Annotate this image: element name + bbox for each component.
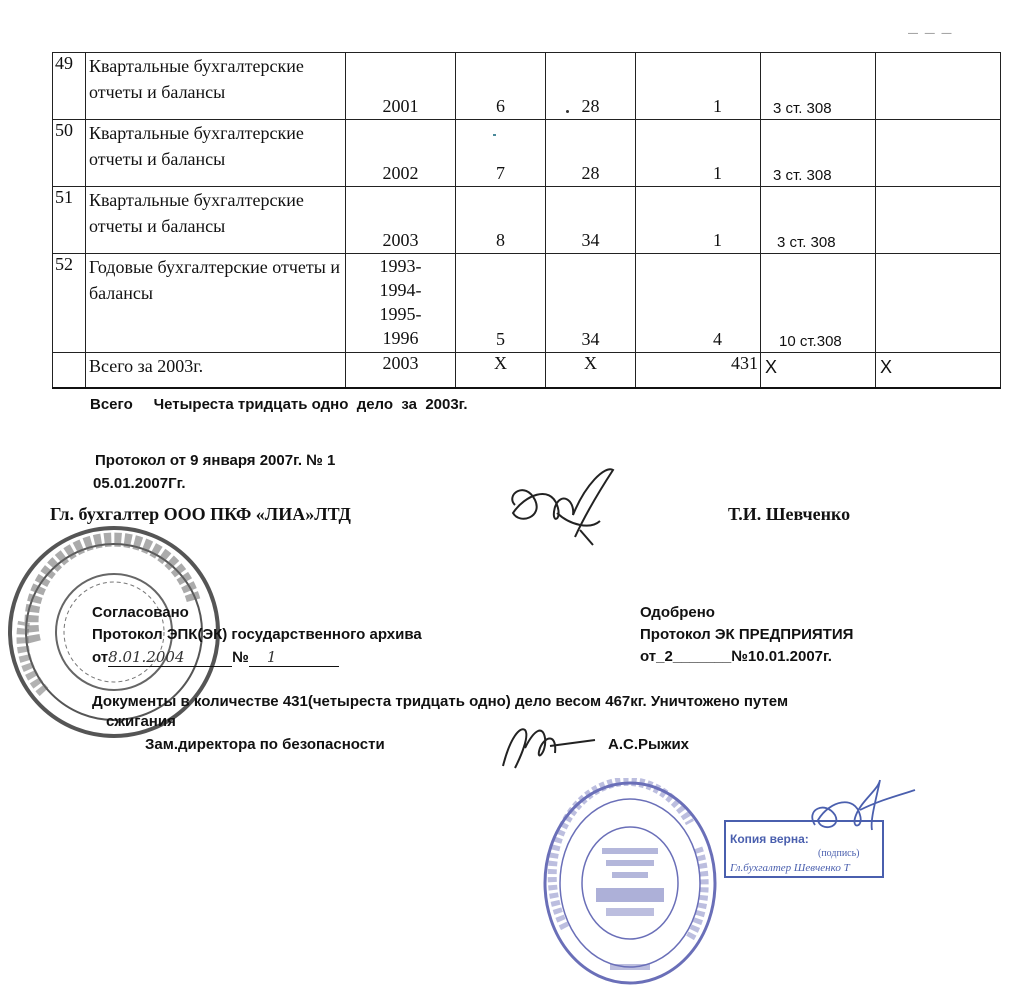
row-number: 51	[53, 187, 86, 254]
row-to-cell	[546, 187, 636, 254]
row-to-number: 28	[581, 96, 600, 116]
row-cases-cell	[636, 120, 761, 187]
row-from-cell	[456, 53, 546, 120]
row-year: 2002	[382, 163, 419, 183]
row-from-cell	[456, 187, 546, 254]
copy-stamp-label: Копия верна:	[730, 832, 809, 846]
accountant-name: Т.И. Шевченко	[728, 504, 851, 524]
total-from: X	[456, 353, 546, 389]
row-title: Квартальные бухгалтерские отчеты и балансы	[86, 120, 346, 187]
row-to-number: 34	[581, 230, 600, 250]
destruction-method: сжигания	[106, 713, 176, 730]
row-from-cell	[456, 120, 546, 187]
row-year: 1994-	[379, 280, 422, 300]
total-label: Всего за 2003г.	[86, 353, 346, 389]
row-number: 50	[53, 120, 86, 187]
row-to-cell	[546, 254, 636, 353]
row-year: 1993-	[379, 256, 422, 276]
ink-speck	[493, 134, 496, 136]
total-cases: 431	[636, 353, 761, 389]
destruction-statement: Документы в количестве 431(четыреста тридцать одно) дело весом 467кг. Уничтожено путем	[92, 693, 789, 710]
row-to-number: 34	[581, 329, 600, 349]
row-to-number: 28	[581, 163, 600, 183]
total-extra: X	[876, 353, 1001, 389]
row-from-number: 7	[496, 163, 505, 183]
row-ref-cell	[761, 187, 876, 254]
row-year: 1995-	[379, 304, 422, 324]
approved-protocol: Протокол ЭК ПРЕДПРИЯТИЯ	[640, 626, 854, 643]
row-to-cell	[546, 53, 636, 120]
total-number-cell	[53, 353, 86, 389]
row-cases: 4	[713, 329, 722, 349]
row-cases-cell	[636, 53, 761, 120]
row-ref: 3 ст. 308	[773, 100, 832, 117]
table-row	[53, 187, 1001, 254]
protocol-date: 05.01.2007Гг.	[93, 475, 186, 492]
row-cases: 1	[713, 96, 722, 116]
row-note-cell	[876, 53, 1001, 120]
row-note-cell	[876, 120, 1001, 187]
row-number: 49	[53, 53, 86, 120]
row-to-cell	[546, 120, 636, 187]
row-year-cell	[346, 120, 456, 187]
agreed-num-label: №	[232, 649, 249, 666]
agreed-from-value: 8.01.2004	[108, 648, 232, 667]
protocol-line: Протокол от 9 января 2007г. № 1	[95, 452, 336, 469]
row-title: Годовые бухгалтерские отчеты и балансы	[86, 254, 346, 353]
register-table	[52, 52, 1001, 389]
row-ref: 3 ст. 308	[773, 167, 832, 184]
row-ref-cell	[761, 53, 876, 120]
row-from-number: 5	[496, 329, 505, 349]
row-ref: 10 ст.308	[779, 333, 842, 350]
total-year: 2003	[346, 353, 456, 389]
row-year: 2003	[382, 230, 419, 250]
approved-date-line: от_2_______№10.01.2007г.	[640, 648, 832, 665]
header-mark: — — —	[908, 28, 954, 39]
row-from-number: 6	[496, 96, 505, 116]
row-title: Квартальные бухгалтерские отчеты и балансы	[86, 187, 346, 254]
row-cases-cell	[636, 187, 761, 254]
total-ref: X	[761, 353, 876, 389]
agreed-from-label: от	[92, 649, 109, 666]
deputy-name: А.С.Рыжих	[608, 736, 690, 753]
table-row	[53, 254, 1001, 353]
total-summary: Всего Четыреста тридцать одно дело за 2003г.	[90, 396, 468, 413]
row-title: Квартальные бухгалтерские отчеты и балансы	[86, 53, 346, 120]
row-number: 52	[53, 254, 86, 353]
agreed-heading: Согласовано	[92, 604, 189, 621]
deputy-title: Зам.директора по безопасности	[145, 736, 385, 753]
agreed-protocol: Протокол ЭПК(ЭК) государственного архива	[92, 626, 422, 643]
ink-speck	[566, 110, 569, 113]
chief-accountant-title: Гл. бухгалтер ООО ПКФ «ЛИА»ЛТД	[50, 504, 351, 524]
copy-stamp-role: Гл.бухгалтер Шевченко Т	[730, 862, 850, 874]
row-note-cell	[876, 254, 1001, 353]
row-note-cell	[876, 187, 1001, 254]
table-row	[53, 120, 1001, 187]
row-years-cell	[346, 254, 456, 353]
row-year: 1996	[382, 328, 419, 348]
row-year-cell	[346, 53, 456, 120]
row-year: 2001	[382, 96, 419, 116]
row-year-cell	[346, 187, 456, 254]
row-ref: 3 ст. 308	[777, 234, 836, 251]
agreed-num-value: 1	[249, 648, 339, 667]
agreed-date-line	[92, 648, 339, 667]
row-cases: 1	[713, 163, 722, 183]
table-row	[53, 53, 1001, 120]
table-total-row	[53, 353, 1001, 389]
row-from-cell	[456, 254, 546, 353]
row-cases-cell	[636, 254, 761, 353]
copy-stamp-sign-hint: (подпись)	[818, 848, 860, 859]
deputy-signature	[495, 718, 605, 773]
total-to: X	[546, 353, 636, 389]
company-stamp	[540, 778, 720, 988]
accountant-signature	[495, 455, 625, 550]
approved-heading: Одобрено	[640, 604, 715, 621]
copy-signature	[800, 770, 920, 840]
row-ref-cell	[761, 120, 876, 187]
row-from-number: 8	[496, 230, 505, 250]
row-ref-cell	[761, 254, 876, 353]
row-cases: 1	[713, 230, 722, 250]
